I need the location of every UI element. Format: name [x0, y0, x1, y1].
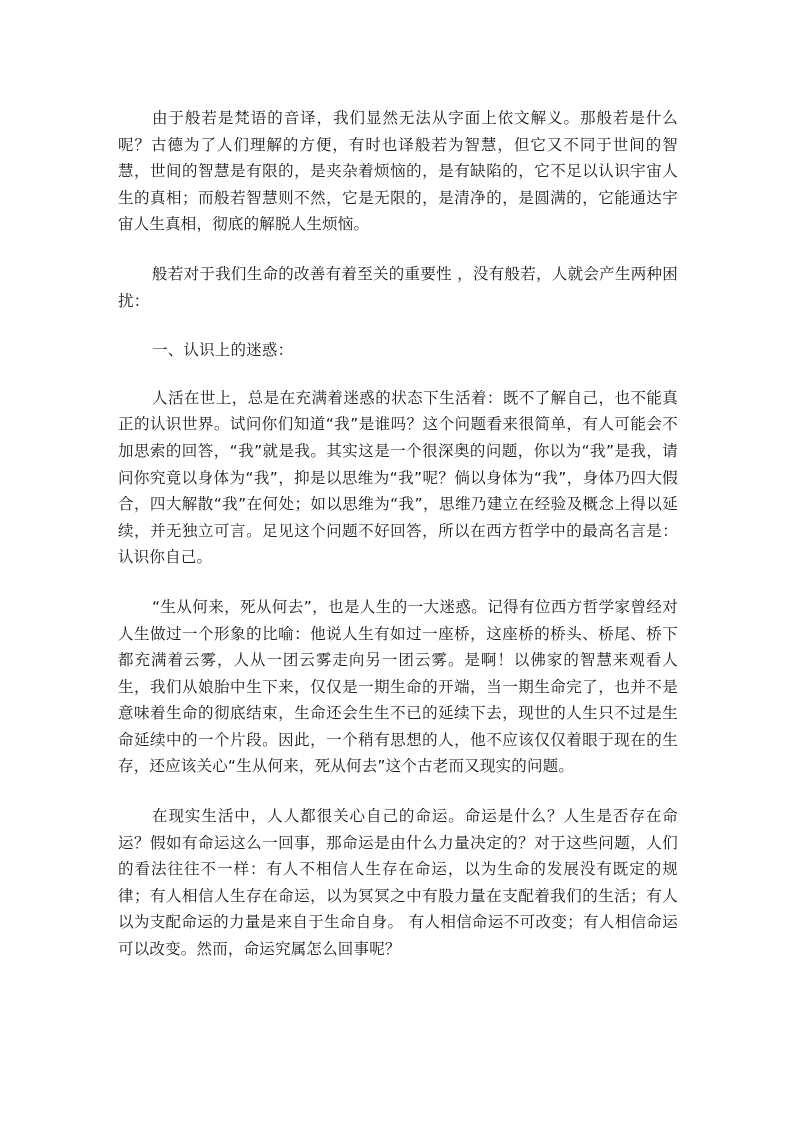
paragraph-destiny: 在现实生活中，人人都很关心自己的命运。命运是什么？人生是否存在命运？假如有命运这么一回事，那命运是由什么力量决定的？对于这些问题，人们的看法往往不一样：有人不相信人生存在命运，以为生命的发展没有既定的规律；有人相信人生存在命运，以为冥冥之中有股力量在支配着我们的生活；有人以为支配命运的力量是来自于生命自身。 有人相信命运不可改变；有人相信命运可以改变。然而，命运究属怎么回事呢？ [118, 807, 678, 959]
paragraph-prajna-meaning: 由于般若是梵语的音译，我们显然无法从字面上依文解义。那般若是什么呢？古德为了人们理解的方便，有时也译般若为智慧，但它又不同于世间的智慧，世间的智慧是有限的，是夹杂着烦恼的，是有缺陷的，它不足以认识宇宙人生的真相；而般若智慧则不然，它是无限的，是清净的，是圆满的，它能通达宇宙人生真相，彻底的解脱人生烦恼。 [118, 109, 678, 234]
paragraph-prajna-importance: 般若对于我们生命的改善有着至关的重要性 ，没有般若，人就会产生两种困扰： [118, 264, 678, 310]
section-heading-cognitive-confusion: 一、认识上的迷惑： [152, 341, 294, 360]
paragraph-know-yourself: 人活在世上，总是在充满着迷惑的状态下生活着：既不了解自己，也不能真正的认识世界。试问你们知道“我”是谁吗？这个问题看来很简单，有人可能会不加思索的回答，“我”就是我。其实这是一个很深奥的问题，你以为“我”是我，请问你究竟以身体为“我”，抑是以思维为“我”呢？倘以身体为“我”，身体乃四大假合，四大解散“我”在何处；如以思维为“我”，思维乃建立在经验及概念上得以延续，并无独立可言。足见这个问题不好回答，所以在西方哲学中的最高名言是：认识你自己。 [118, 388, 678, 567]
document-body [118, 105, 678, 986]
paragraph-birth-and-death: “生从何来，死从何去”，也是人生的一大迷惑。记得有位西方哲学家曾经对人生做过一个形象的比喻：他说人生有如过一座桥，这座桥的桥头、桥尾、桥下都充满着云雾，人从一团云雾走向另一团云雾。是啊！以佛家的智慧来观看人生，我们从娘胎中生下来，仅仅是一期生命的开端，当一期生命完了，也并不是意味着生命的彻底结束，生命还会生生不已的延续下去，现世的人生只不过是生命延续中的一个片段。因此，一个稍有思想的人，他不应该仅仅着眼于现在的生存，还应该关心“生从何来，死从何去”这个古老而又现实的问题。 [118, 597, 678, 776]
